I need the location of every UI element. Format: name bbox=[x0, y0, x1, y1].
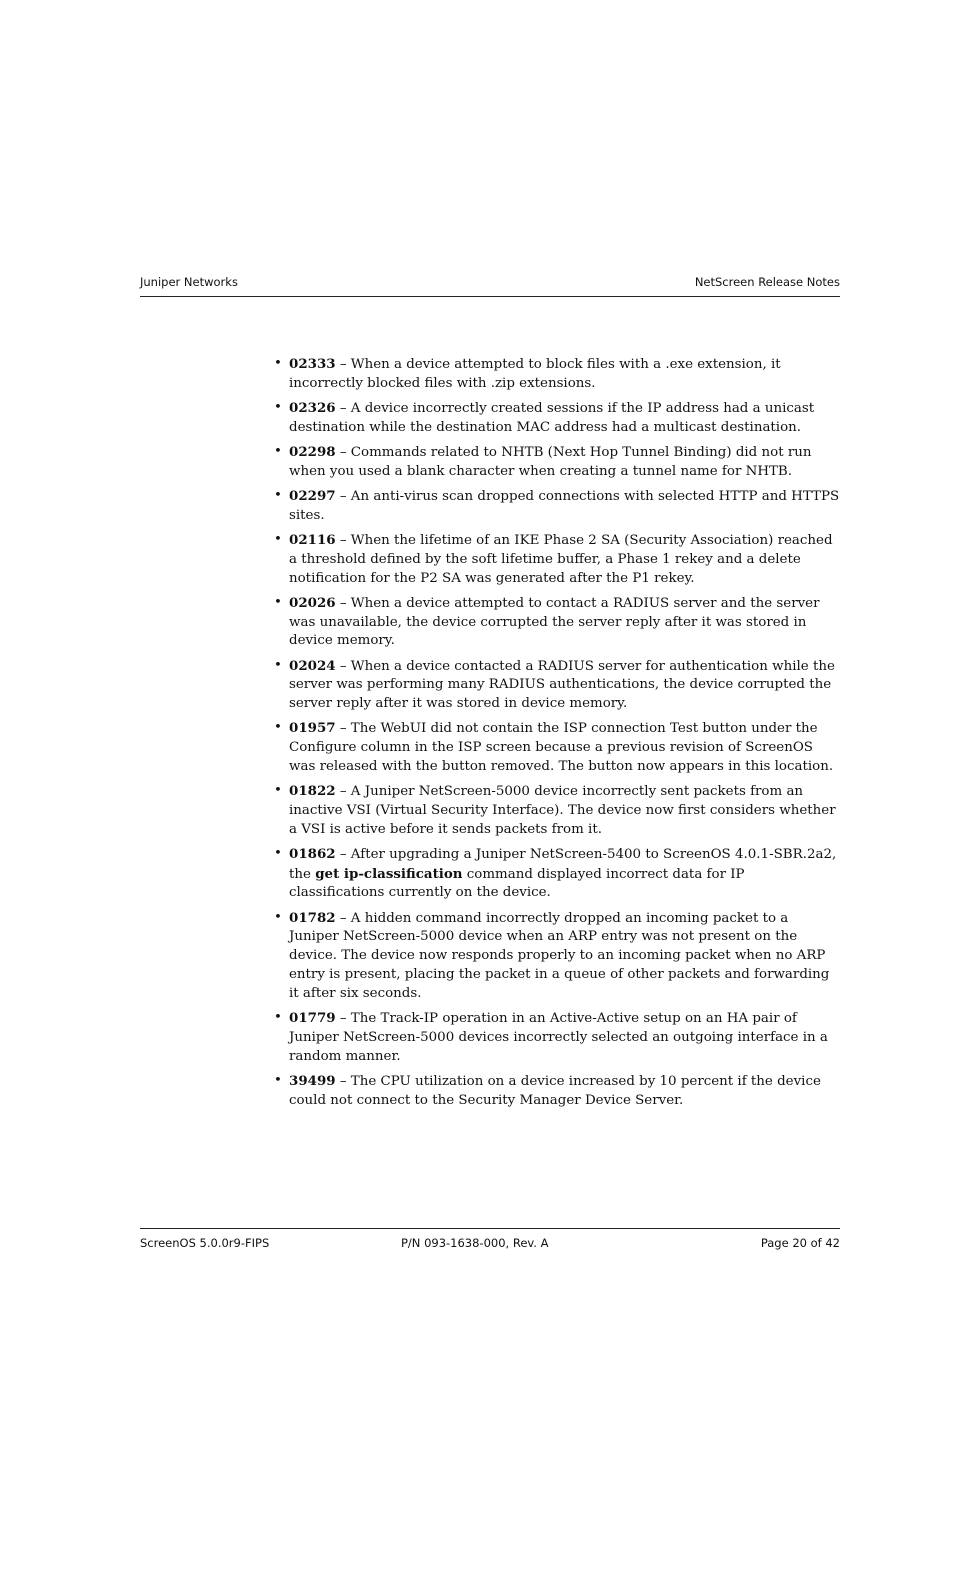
cli-command: get ip-classification bbox=[315, 865, 463, 882]
list-item bbox=[274, 531, 840, 588]
list-item bbox=[274, 845, 840, 903]
bullet: • bbox=[274, 845, 282, 861]
issue-id: 01782 bbox=[289, 909, 336, 926]
issue-id: 39499 bbox=[289, 1072, 336, 1089]
issue-description: – A hidden command incorrectly dropped an incoming packet to a Juniper NetScreen-5000 device when an ARP entry was not present on the device. The device now responds properly to an incoming packet when no ARP entry is present, placing the packet in a queue of other packets and forwarding it after six seconds. bbox=[289, 910, 830, 1001]
issue-id: 01862 bbox=[289, 845, 336, 862]
footer-part-number: P/N 093-1638-000, Rev. A bbox=[401, 1236, 549, 1250]
list-item bbox=[274, 443, 840, 482]
list-item bbox=[274, 594, 840, 651]
bullet: • bbox=[274, 443, 282, 459]
issue-id: 02298 bbox=[289, 443, 336, 460]
issue-description: – The WebUI did not contain the ISP connection Test button under the Configure column in the ISP screen because a previous revision of ScreenOS was released with the button removed. The button now appears in this location. bbox=[289, 721, 834, 774]
issue-description: – An anti-virus scan dropped connections with selected HTTP and HTTPS sites. bbox=[289, 488, 840, 523]
bullet: • bbox=[274, 720, 282, 736]
issue-id: 02333 bbox=[289, 356, 336, 372]
issue-id: 02116 bbox=[289, 531, 336, 548]
issue-id: 01779 bbox=[289, 1010, 336, 1026]
list-item bbox=[274, 1009, 840, 1066]
page-footer bbox=[140, 1228, 840, 1256]
list-item bbox=[274, 355, 840, 394]
bullet: • bbox=[274, 531, 282, 547]
issue-description: – When a device attempted to contact a RADIUS server and the server was unavailable, the device corrupted the server reply after it was stored in device memory. bbox=[289, 595, 820, 649]
list-item bbox=[274, 487, 840, 526]
bullet: • bbox=[274, 783, 282, 799]
issue-id: 02024 bbox=[289, 657, 336, 674]
list-item bbox=[274, 719, 840, 776]
issue-description-start: – After upgrading a Juniper NetScreen-5400 to ScreenOS 4.0.1-SBR.2a2, the bbox=[289, 846, 837, 882]
bullet: • bbox=[274, 399, 282, 415]
bullet: • bbox=[274, 356, 282, 371]
issue-description: – The Track-IP operation in an Active-Active setup on an HA pair of Juniper NetScreen-5000 devices incorrectly selected an outgoing interface in a random manner. bbox=[289, 1011, 828, 1064]
footer-page-number: Page 20 of 42 bbox=[760, 1236, 840, 1250]
header-company: Juniper Networks bbox=[140, 275, 238, 289]
issue-description: – When a device contacted a RADIUS server for authentication while the server was performing many RADIUS authentications, the device corrupted the server reply after it was stored in device memory. bbox=[289, 658, 835, 712]
issue-description: – The CPU utilization on a device increased by 10 percent if the device could not connect to the Security Manager Device Server. bbox=[289, 1073, 821, 1108]
issue-description: – When the lifetime of an IKE Phase 2 SA (Security Association) reached a threshold defined by the soft lifetime buffer, a Phase 1 rekey and a delete notification for the P2 SA was generated after the P1 rekey. bbox=[289, 532, 833, 586]
list-item bbox=[274, 399, 840, 438]
issue-description-end: command displayed incorrect data for IP classifications currently on the device. bbox=[289, 866, 745, 901]
list-item bbox=[274, 782, 840, 839]
issue-id: 01822 bbox=[289, 783, 336, 800]
issue-id: 02297 bbox=[289, 487, 336, 504]
issue-id: 02026 bbox=[289, 594, 336, 611]
list-item bbox=[274, 657, 840, 714]
bullet: • bbox=[274, 1072, 282, 1088]
header-document-title: NetScreen Release Notes bbox=[694, 275, 840, 289]
list-item bbox=[274, 909, 840, 1004]
footer-product-version: ScreenOS 5.0.0r9-FIPS bbox=[140, 1236, 270, 1250]
page-header bbox=[140, 275, 840, 297]
bullet: • bbox=[274, 909, 282, 925]
list-item bbox=[274, 1072, 840, 1111]
bullet: • bbox=[274, 1010, 282, 1025]
bullet: • bbox=[274, 594, 282, 610]
fixed-issues-list bbox=[274, 355, 840, 1116]
bullet: • bbox=[274, 657, 282, 673]
issue-description: – A device incorrectly created sessions if the IP address had a unicast destination while the destination MAC address had a multicast destination. bbox=[289, 400, 815, 435]
bullet: • bbox=[274, 487, 282, 503]
issue-description: – Commands related to NHTB (Next Hop Tunnel Binding) did not run when you used a blank character when creating a tunnel name for NHTB. bbox=[289, 444, 812, 479]
issue-id: 02326 bbox=[289, 399, 336, 416]
issue-id: 01957 bbox=[289, 720, 336, 737]
issue-description: – When a device attempted to block files with a .exe extension, it incorrectly blocked files with .zip extensions. bbox=[289, 357, 781, 391]
issue-description: – A Juniper NetScreen-5000 device incorrectly sent packets from an inactive VSI (Virtual Security Interface). The device now first considers whether a VSI is active before it sends packets from it. bbox=[289, 784, 836, 837]
